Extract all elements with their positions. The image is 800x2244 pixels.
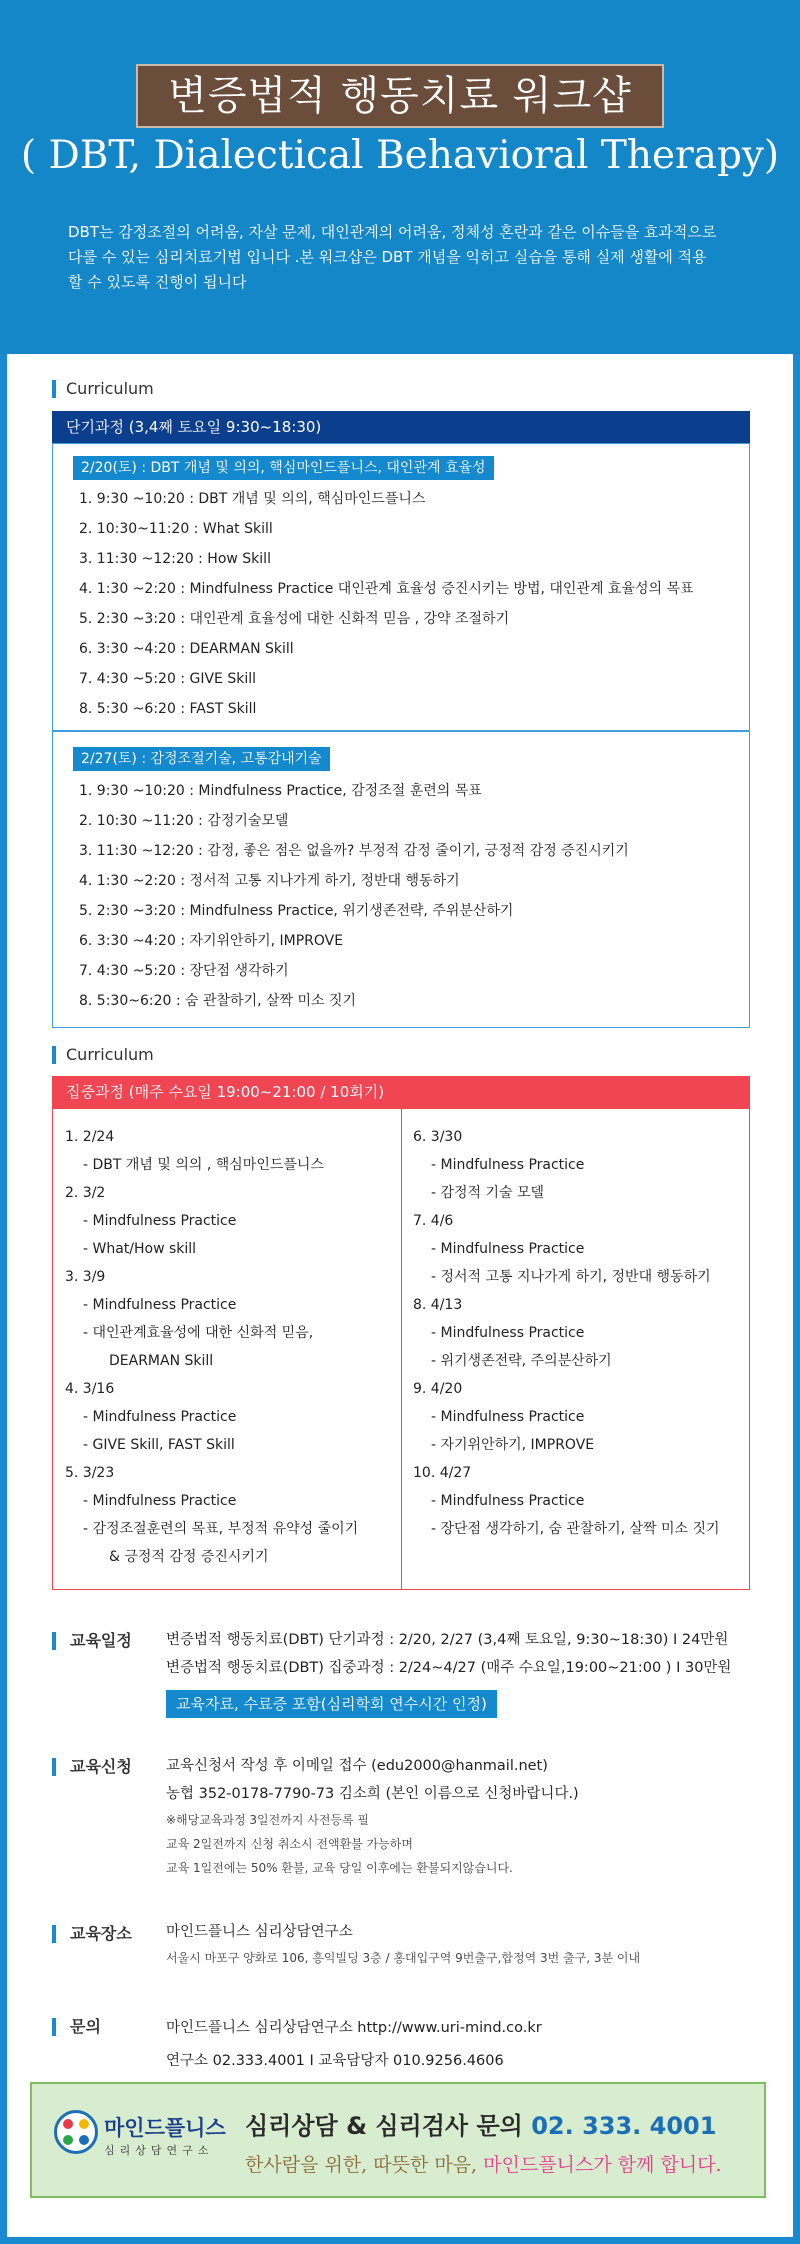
- session-topic: - 정서적 고통 지나가게 하기, 정반대 행동하기: [431, 1269, 711, 1285]
- intensive-right-list: [413, 1123, 720, 1543]
- logo-name: 마인드플니스: [104, 2116, 226, 2140]
- intensive-right-column: [401, 1109, 749, 1589]
- list-item: 3. 11:30 ~12:20 : How Skill: [79, 551, 271, 567]
- intensive-course-title-bar: 집중과정 (매주 수요일 19:00~21:00 / 10회기): [52, 1076, 750, 1108]
- list-item: 4. 1:30 ~2:20 : Mindfulness Practice 대인관계 효율성 증진시키는 방법, 대인관계 효율성의 목표: [79, 581, 694, 597]
- schedule-info: [166, 1626, 731, 1682]
- session-topic: - 장단점 생각하기, 숨 관찰하기, 살짝 미소 짓기: [431, 1521, 720, 1537]
- curriculum-section-label: Curriculum: [52, 380, 154, 398]
- session-topic: - Mindfulness Practice: [431, 1241, 585, 1257]
- session-heading: 8. 4/13: [413, 1297, 463, 1313]
- session-heading: 9. 4/20: [413, 1381, 463, 1397]
- session-topic: - DBT 개념 및 의의 , 핵심마인드플니스: [83, 1157, 324, 1173]
- short-course-day2-box: [52, 731, 750, 1028]
- location-name: 마인드플니스 심리상담연구소: [166, 1924, 353, 1940]
- footer-contact-text: 심리상담 & 심리검사 문의: [245, 2112, 532, 2140]
- contact-phone-line: 연구소 02.333.4001 I 교육담당자 010.9256.4606: [166, 2053, 504, 2069]
- session-topic: - 감정적 기술 모델: [431, 1185, 545, 1201]
- session-topic-continued: DEARMAN Skill: [109, 1353, 214, 1369]
- intro-line: 다룰 수 있는 심리치료기법 입니다 .본 워크샵은 DBT 개념을 익히고 실습을 통해 실제 생활에 적용: [68, 248, 707, 266]
- session-topic: - What/How skill: [83, 1241, 197, 1257]
- session-heading: 5. 3/23: [65, 1465, 115, 1481]
- location-label: 교육장소: [52, 1925, 132, 1943]
- day2-schedule-list: [79, 776, 629, 1016]
- list-item: 1. 9:30 ~10:20 : DBT 개념 및 의의, 핵심마인드플니스: [79, 491, 426, 507]
- session-topic: - 대인관계효율성에 대한 신화적 믿음,: [83, 1325, 314, 1341]
- intro-line: 할 수 있도록 진행이 됩니다: [68, 273, 247, 291]
- footer-banner: [30, 2082, 766, 2198]
- session-heading: 1. 2/24: [65, 1129, 115, 1145]
- curriculum-section-label: Curriculum: [52, 1046, 154, 1064]
- short-course-day1-box: [52, 443, 750, 731]
- location-address: 서울시 마포구 양화로 106, 흥익빌딩 3층 / 홍대입구역 9번출구,합정역 3번 출구, 3분 이내: [166, 1951, 641, 1965]
- schedule-label: 교육일정: [52, 1632, 132, 1650]
- registration-label: 교육신청: [52, 1758, 132, 1776]
- list-item: 6. 3:30 ~4:20 : 자기위안하기, IMPROVE: [79, 933, 344, 949]
- list-item: 3. 11:30 ~12:20 : 감정, 좋은 점은 없을까? 부정적 감정 줄이기, 긍정적 감정 증진시키기: [79, 843, 629, 859]
- four-color-circle-logo-icon: [54, 2110, 98, 2154]
- session-topic: - Mindfulness Practice: [431, 1325, 585, 1341]
- footer-slogan: [245, 2150, 722, 2177]
- session-topic: - 자기위안하기, IMPROVE: [431, 1437, 595, 1453]
- session-heading: 4. 3/16: [65, 1381, 115, 1397]
- session-topic: - GIVE Skill, FAST Skill: [83, 1437, 235, 1453]
- day2-heading: 2/27(토) : 감정조절기술, 고통감내기술: [73, 747, 330, 771]
- session-topic: - Mindfulness Practice: [83, 1297, 237, 1313]
- contact-website-line: 마인드플니스 심리상담연구소 http://www.uri-mind.co.kr: [166, 2020, 542, 2036]
- session-heading: 6. 3/30: [413, 1129, 463, 1145]
- session-topic: - Mindfulness Practice: [83, 1493, 237, 1509]
- contact-label: 문의: [52, 2018, 101, 2036]
- intro-text: [68, 220, 758, 295]
- logo-subtitle: 심리상담연구소: [104, 2144, 214, 2157]
- schedule-highlight-badge: 교육자료, 수료증 포함(심리학회 연수시간 인정): [166, 1690, 497, 1718]
- list-item: 8. 5:30~6:20 : 숨 관찰하기, 살짝 미소 짓기: [79, 993, 357, 1009]
- schedule-line: 변증법적 행동치료(DBT) 집중과정 : 2/24~4/27 (매주 수요일,19:00~21:00 ) I 30만원: [166, 1660, 732, 1676]
- session-topic: - Mindfulness Practice: [431, 1157, 585, 1173]
- registration-line: 교육신청서 작성 후 이메일 접수 (edu2000@hanmail.net): [166, 1758, 548, 1774]
- list-item: 2. 10:30 ~11:20 : 감정기술모델: [79, 813, 289, 829]
- session-heading: 3. 3/9: [65, 1269, 106, 1285]
- session-topic: - Mindfulness Practice: [83, 1213, 237, 1229]
- footer-contact-line: [245, 2106, 716, 2141]
- day1-heading: 2/20(토) : DBT 개념 및 의의, 핵심마인드플니스, 대인관계 효율성: [73, 456, 494, 480]
- intensive-left-list: [65, 1123, 358, 1571]
- session-topic: - Mindfulness Practice: [431, 1493, 585, 1509]
- session-topic: - 위기생존전략, 주의분산하기: [431, 1353, 612, 1369]
- page-title: 변증법적 행동치료 워크샵: [136, 64, 664, 128]
- day1-schedule-list: [79, 484, 694, 724]
- short-course-title-bar: 단기과정 (3,4째 토요일 9:30~18:30): [52, 411, 750, 443]
- list-item: 2. 10:30~11:20 : What Skill: [79, 521, 273, 537]
- registration-note: ※해당교육과정 3일전까지 사전등록 필: [166, 1813, 370, 1827]
- footer-slogan-brand: 마인드플니스가 함께 합니다.: [483, 2154, 722, 2176]
- registration-info: [166, 1752, 579, 1880]
- registration-note: 교육 1일전에는 50% 환불, 교육 당일 이후에는 환불되지않습니다.: [166, 1861, 513, 1875]
- session-topic: - Mindfulness Practice: [83, 1409, 237, 1425]
- list-item: 6. 3:30 ~4:20 : DEARMAN Skill: [79, 641, 294, 657]
- session-heading: 10. 4/27: [413, 1465, 472, 1481]
- list-item: 1. 9:30 ~10:20 : Mindfulness Practice, 감정조절 훈련의 목표: [79, 783, 482, 799]
- registration-note: 교육 2일전까지 신청 취소시 전액환불 가능하며: [166, 1837, 413, 1851]
- session-topic: - 감정조절훈련의 목표, 부정적 유약성 줄이기: [83, 1521, 359, 1537]
- list-item: 5. 2:30 ~3:20 : Mindfulness Practice, 위기생존전략, 주위분산하기: [79, 903, 514, 919]
- footer-phone-number: 02. 333. 4001: [531, 2112, 717, 2140]
- intro-line: DBT는 감정조절의 어려움, 자살 문제, 대인관계의 어려움, 정체성 혼란과 같은 이슈들을 효과적으로: [68, 223, 717, 241]
- session-heading: 7. 4/6: [413, 1213, 454, 1229]
- list-item: 7. 4:30 ~5:20 : GIVE Skill: [79, 671, 256, 687]
- schedule-line: 변증법적 행동치료(DBT) 단기과정 : 2/20, 2/27 (3,4째 토요일, 9:30~18:30) I 24만원: [166, 1632, 729, 1648]
- intensive-course-box: [52, 1108, 750, 1590]
- intensive-left-column: [53, 1109, 402, 1589]
- footer-slogan-text: 한사람을 위한, 따뜻한 마음,: [245, 2154, 484, 2176]
- list-item: 5. 2:30 ~3:20 : 대인관계 효율성에 대한 신화적 믿음 , 강약 조절하기: [79, 611, 510, 627]
- session-topic: - Mindfulness Practice: [431, 1409, 585, 1425]
- session-topic-continued: & 긍정적 감정 증진시키기: [109, 1549, 269, 1565]
- contact-info: [166, 2012, 542, 2078]
- session-heading: 2. 3/2: [65, 1185, 106, 1201]
- registration-bank-line: 농협 352-0178-7790-73 김소희 (본인 이름으로 신청바랍니다.): [166, 1786, 579, 1802]
- page-subtitle: ( DBT, Dialectical Behavioral Therapy): [20, 133, 780, 178]
- list-item: 8. 5:30 ~6:20 : FAST Skill: [79, 701, 257, 717]
- list-item: 7. 4:30 ~5:20 : 장단점 생각하기: [79, 963, 289, 979]
- hero-banner: [0, 0, 800, 354]
- location-info: [166, 1918, 640, 1970]
- list-item: 4. 1:30 ~2:20 : 정서적 고통 지나가게 하기, 정반대 행동하기: [79, 873, 460, 889]
